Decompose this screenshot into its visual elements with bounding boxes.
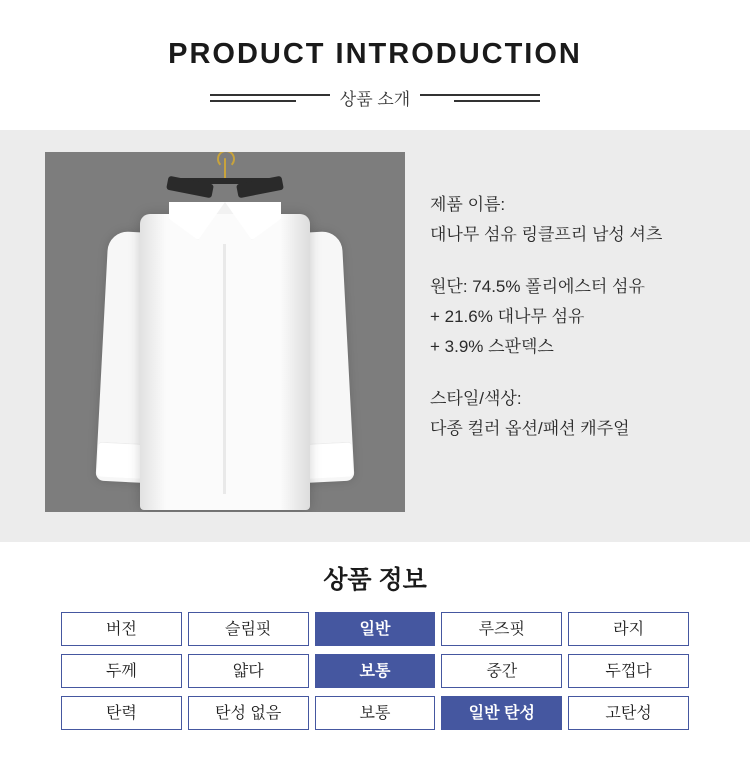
spec-option-selected[interactable]: 일반 <box>315 612 436 646</box>
spec-option[interactable]: 보통 <box>315 696 436 730</box>
shirt-shadow-left <box>140 214 166 510</box>
divider-bar-short <box>454 100 540 102</box>
spec-row-label: 두께 <box>61 654 182 688</box>
fabric-line-3: + 3.9% 스판덱스 <box>430 337 554 356</box>
shirt-collar-right <box>225 202 281 240</box>
spec-section <box>0 542 750 730</box>
product-info <box>430 190 662 466</box>
spec-option[interactable]: 탄성 없음 <box>188 696 309 730</box>
subtitle-row <box>0 85 750 110</box>
shirt-shadow-right <box>280 214 310 510</box>
shirt-collar-left <box>169 202 225 240</box>
fabric-line-1: 원단: 74.5% 폴리에스터 섬유 <box>430 277 645 296</box>
divider-bar <box>420 94 540 96</box>
shirt-placket <box>223 244 226 494</box>
spec-option[interactable]: 고탄성 <box>568 696 689 730</box>
spec-option[interactable]: 라지 <box>568 612 689 646</box>
spec-table <box>61 612 689 730</box>
divider-bar-short <box>210 100 296 102</box>
hanger-bar-icon <box>173 178 277 184</box>
spec-option-selected[interactable]: 보통 <box>315 654 436 688</box>
shirt-collar <box>173 202 277 246</box>
divider-bar <box>210 94 330 96</box>
fabric-line-2: + 21.6% 대나무 섬유 <box>430 307 585 326</box>
hanger-hook-icon <box>224 158 226 180</box>
divider-right <box>420 94 540 102</box>
page-subtitle: 상품 소개 <box>339 90 411 109</box>
spec-option-selected[interactable]: 일반 탄성 <box>441 696 562 730</box>
divider-left <box>210 94 330 102</box>
product-name-value: 대나무 섬유 링클프리 남성 셔츠 <box>430 225 663 244</box>
product-photo <box>45 152 405 512</box>
spec-option[interactable]: 두껍다 <box>568 654 689 688</box>
table-row <box>61 696 689 730</box>
spec-title: 상품 정보 <box>323 566 427 594</box>
table-row <box>61 612 689 646</box>
page-title: PRODUCT INTRODUCTION <box>168 38 582 70</box>
spec-row-label: 버전 <box>61 612 182 646</box>
spec-option[interactable]: 슬림핏 <box>188 612 309 646</box>
spec-option[interactable]: 얇다 <box>188 654 309 688</box>
product-section <box>0 130 750 542</box>
product-name-block <box>430 190 662 250</box>
spec-row-label: 탄력 <box>61 696 182 730</box>
page-header <box>0 0 750 110</box>
style-label: 스타일/색상: <box>430 389 522 408</box>
product-fabric-block <box>430 272 662 362</box>
product-style-block <box>430 384 662 444</box>
spec-option[interactable]: 루즈핏 <box>441 612 562 646</box>
shirt-illustration <box>96 192 354 510</box>
spec-option[interactable]: 중간 <box>441 654 562 688</box>
style-value: 다종 컬러 옵션/패션 캐주얼 <box>430 419 630 438</box>
product-name-label: 제품 이름: <box>430 195 506 214</box>
table-row <box>61 654 689 688</box>
